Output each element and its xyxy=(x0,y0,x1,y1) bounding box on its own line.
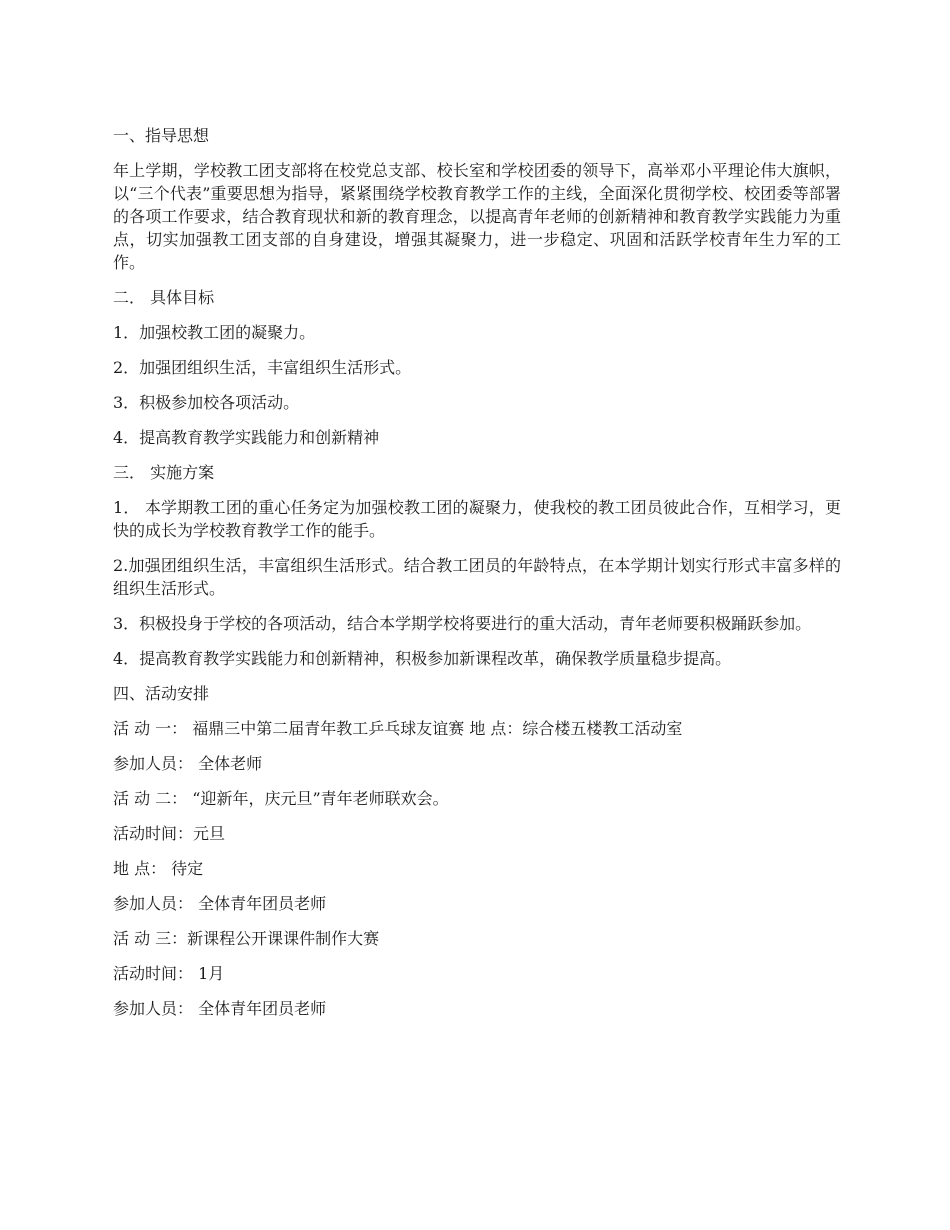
plan-item-2: 2.加强团组织生活，丰富组织生活形式。结合教工团员的年龄特点，在本学期计划实行形式丰富多样的组织生活形式。 xyxy=(113,556,841,598)
heading-activity-arrangement: 四、活动安排 xyxy=(113,684,210,703)
activity-1-title: 活 动 一： 福鼎三中第二届青年教工乒乓球友谊赛 地 点：综合楼五楼教工活动室 xyxy=(113,719,683,738)
goal-item-1: 1．加强校教工团的凝聚力。 xyxy=(113,323,316,342)
goal-item-3: 3．积极参加校各项活动。 xyxy=(113,393,300,412)
heading-implementation-plan: 三． 实施方案 xyxy=(113,463,215,482)
activity-2-location: 地 点： 待定 xyxy=(113,859,204,878)
activity-3-title: 活 动 三：新课程公开课课件制作大赛 xyxy=(113,929,380,948)
activity-3-time: 活动时间： 1月 xyxy=(113,964,225,983)
document-body xyxy=(113,124,841,1032)
activity-2-title: 活 动 二： “迎新年，庆元旦”青年老师联欢会。 xyxy=(113,789,449,808)
activity-2-time: 活动时间：元旦 xyxy=(113,824,226,843)
plan-item-1: 1． 本学期教工团的重心任务定为加强校教工团的凝聚力，使我校的教工团员彼此合作，互相学习，更快的成长为学校教育教学工作的能手。 xyxy=(113,498,841,540)
goal-item-4: 4．提高教育教学实践能力和创新精神 xyxy=(113,428,380,447)
plan-item-4: 4．提高教育教学实践能力和创新精神，积极参加新课程改革，确保教学质量稳步提高。 xyxy=(113,649,732,668)
paragraph-guiding-ideology: 年上学期，学校教工团支部将在校党总支部、校长室和学校团委的领导下，高举邓小平理论伟大旗帜，以“三个代表”重要思想为指导，紧紧围绕学校教育教学工作的主线，全面深化贯彻学校、校团委等部署的各项工作要求，结合教育现状和新的教育理念，以提高青年老师的创新精神和教育教学实践能力为重点，切实加强教工团支部的自身建设，增强其凝聚力，进一步稳定、巩固和活跃学校青年生力军的工作。 xyxy=(113,161,841,272)
goal-item-2: 2．加强团组织生活，丰富组织生活形式。 xyxy=(113,358,412,377)
activity-1-participants: 参加人员： 全体老师 xyxy=(113,754,263,773)
activity-3-participants: 参加人员： 全体青年团员老师 xyxy=(113,999,327,1018)
activity-2-participants: 参加人员： 全体青年团员老师 xyxy=(113,894,327,913)
heading-guiding-ideology: 一、指导思想 xyxy=(113,126,210,145)
plan-item-3: 3．积极投身于学校的各项活动，结合本学期学校将要进行的重大活动，青年老师要积极踊跃参加。 xyxy=(113,614,812,633)
heading-specific-goals: 二． 具体目标 xyxy=(113,288,215,307)
